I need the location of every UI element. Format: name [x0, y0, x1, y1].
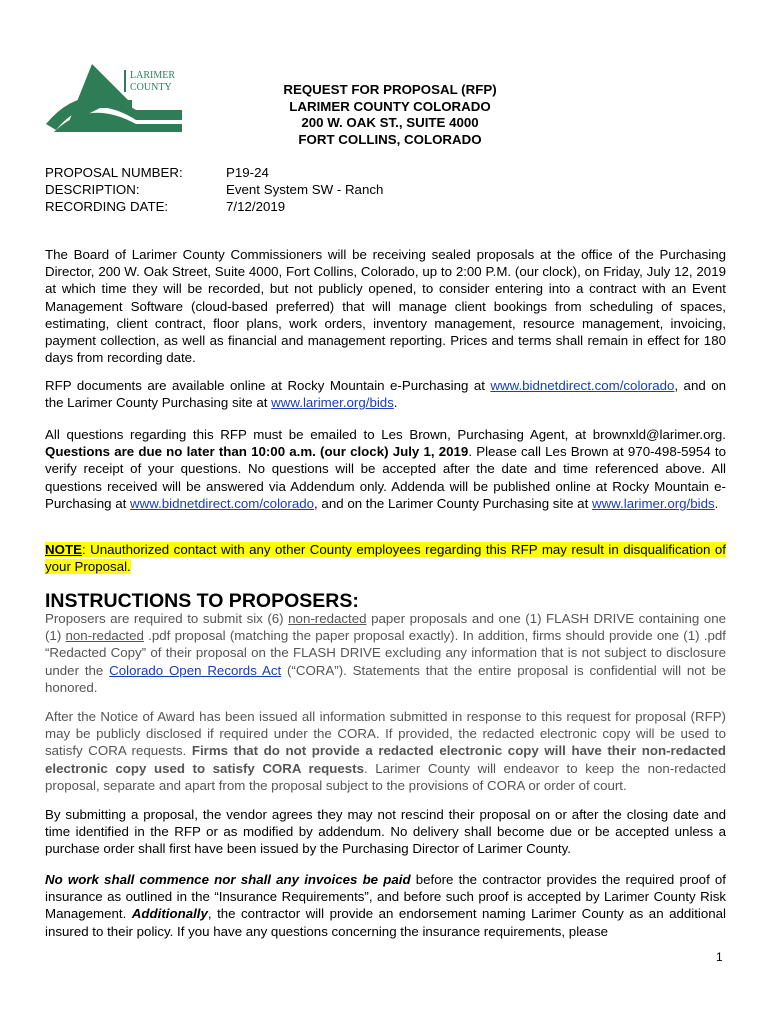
questions-text-2: . Please call Les Brown at 970-498-5954 to verify receipt of your questions. No questions will be accepted after the date and time referenced above. All questions received will be answered via Addendum only. Addenda will be published online at Rocky Mountain e-Purchasing at	[45, 444, 726, 511]
svg-text:COUNTY: COUNTY	[130, 82, 172, 93]
cora-warning: Firms that do not provide a redacted electronic copy will have their non-redacted electronic copy used to satisfy CORA requests	[45, 743, 726, 776]
non-redacted-term-2: non-redacted	[65, 628, 144, 644]
questions-text-3: , and on the Larimer County Purchasing site at	[314, 495, 592, 511]
paragraph-note	[45, 541, 726, 575]
paragraph-rfp-documents	[45, 377, 726, 411]
recording-date-value: 7/12/2019	[226, 199, 286, 214]
meta-row-description	[45, 181, 383, 198]
larimer-bids-link-2[interactable]: www.larimer.org/bids	[591, 495, 715, 511]
meta-row-recording-date	[45, 198, 383, 215]
paragraph-board-notice: The Board of Larimer County Commissioners will be receiving sealed proposals at the office of the Purchasing Director, 200 W. Oak Street, Suite 4000, Fort Collins, Colorado, up to 2:00 P.M. (our clock), on Friday, July 12, 2019 at which time they will be recorded, but not publicly opened, to consider entering into a contract with an Event Management Software (cloud-based preferred) that will manage client bookings from scheduling of spaces, estimating, client contract, floor plans, work orders, inventory management, resource management, invoicing, payment collection, as well as financial and management reporting. Prices and terms shall remain in effect for 180 days from recording date.	[45, 247, 726, 366]
paragraph-cora-disclosure	[45, 708, 726, 794]
header-line-3: 200 W. OAK ST., SUITE 4000	[301, 115, 479, 130]
note-label: NOTE	[45, 542, 82, 557]
larimer-bids-link[interactable]: www.larimer.org/bids	[271, 395, 394, 411]
instructions-heading: INSTRUCTIONS TO PROPOSERS:	[45, 590, 359, 612]
larimer-county-logo-graphic	[44, 64, 184, 134]
no-work-warning: No work shall commence nor shall any invoices be paid	[45, 872, 411, 887]
description-label: DESCRIPTION:	[45, 182, 140, 197]
rfp-documents-text-3: .	[393, 395, 398, 411]
paragraph-questions	[45, 426, 726, 512]
non-redacted-term-1: non-redacted	[288, 611, 367, 626]
paragraph-rescind: By submitting a proposal, the vendor agrees they may not rescind their proposal on or after the closing date and time identified in the RFP or as modified by addendum. No delivery shall become due or be accepted unless a purchase order shall first have been issued by the Purchasing Director of Larimer County.	[45, 807, 726, 857]
paragraph-insurance	[45, 871, 726, 940]
page-number: 1	[716, 950, 723, 964]
rfp-header	[180, 82, 600, 148]
description-value: Event System SW - Ranch	[226, 182, 384, 197]
note-highlight	[45, 542, 726, 574]
proposal-meta	[45, 164, 383, 215]
recording-date-label: RECORDING DATE:	[45, 199, 169, 214]
cora-link[interactable]: Colorado Open Records Act	[109, 662, 282, 678]
insurance-text-1: before the contractor provides the required proof of insurance as outlined in the “Insurance Requirements”, and before such proof is accepted by Larimer County Risk Management.	[45, 872, 727, 922]
note-text: : Unauthorized contact with any other County employees regarding this RFP may result in disqualification of your Proposal.	[45, 542, 726, 575]
bidnetdirect-link-2[interactable]: www.bidnetdirect.com/colorado	[130, 495, 315, 511]
paragraph-submission-requirements	[45, 610, 726, 696]
submission-text-1: Proposers are required to submit six (6)	[45, 611, 289, 626]
rfp-documents-text-1: RFP documents are available online at Rocky Mountain e-Purchasing at	[45, 378, 491, 393]
submission-text-2: paper proposals and one (1) FLASH DRIVE containing one (1)	[45, 611, 726, 644]
larimer-county-logo	[44, 64, 184, 134]
questions-text-1: All questions regarding this RFP must be emailed to Les Brown, Purchasing Agent, at brownxld@larimer.org.	[45, 427, 726, 442]
proposal-number-value: P19-24	[226, 165, 269, 180]
rfp-documents-text-2: , and on the Larimer County Purchasing site at	[45, 378, 726, 411]
additionally-term: Additionally	[131, 906, 208, 922]
header-line-4: FORT COLLINS, COLORADO	[298, 131, 482, 147]
insurance-text-2: , the contractor will provide an endorsement naming Larimer County as an additional insured to their policy. If you have any questions concerning the insurance requirements, please	[45, 906, 726, 939]
proposal-number-label: PROPOSAL NUMBER:	[45, 165, 183, 180]
header-line-2: LARIMER COUNTY COLORADO	[289, 98, 491, 114]
bidnetdirect-link[interactable]: www.bidnetdirect.com/colorado	[490, 378, 675, 393]
submission-text-4: (“CORA”). Statements that the entire proposal is confidential will not be honored.	[45, 662, 727, 695]
cora-text-1: After the Notice of Award has been issued all information submitted in response to this request for proposal (RFP) may be publicly disclosed if required under the CORA. If provided, the redacted electronic copy will be used to satisfy CORA requests.	[45, 709, 726, 759]
submission-text-3: .pdf proposal (matching the paper proposal exactly). In addition, firms should provide one (1) .pdf “Redacted Copy” of their proposal on the FLASH DRIVE excluding any information that is not subject to disclosure under the	[45, 628, 726, 678]
svg-text:LARIMER: LARIMER	[130, 70, 175, 81]
cora-text-2: . Larimer County will endeavor to keep the non-redacted proposal, separate and apart from the proposal subject to the provisions of CORA or order of court.	[45, 760, 726, 793]
questions-text-4: .	[714, 495, 719, 511]
header-line-1: REQUEST FOR PROPOSAL (RFP)	[283, 82, 497, 97]
questions-deadline: Questions are due no later than 10:00 a.m. (our clock) July 1, 2019	[45, 444, 469, 460]
meta-row-proposal-number	[45, 164, 383, 181]
